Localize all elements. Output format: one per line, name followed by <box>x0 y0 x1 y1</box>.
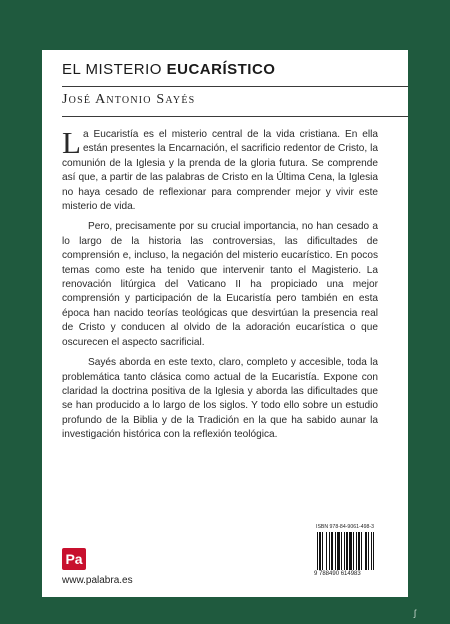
barcode-label <box>314 523 408 583</box>
isbn-text: ISBN 978-84-9061-498-3 <box>316 524 374 530</box>
divider-top <box>62 86 408 87</box>
blurb-paragraph-2: Pero, precisamente por su crucial importancia, no han cesado a lo largo de la historia las controversias, las dificultades de comprensión e, incluso, la negación del misterio eucarístico. En pocos temas como este ha tenido que intervenir tanto el Magisterio. La renovación litúrgica del Vaticano II ha propiciado una mejor comprensión y participación de la Eucaristía pero también en esta época han nacido teorías teológicas que desvirtúan la presencia real de Cristo y conducen al olvido de la adoración eucarística o que oscurecen el aspecto sacrificial. <box>62 221 378 348</box>
text-panel <box>42 50 408 597</box>
publisher-website: www.palabra.es <box>62 575 133 586</box>
blurb <box>62 125 378 449</box>
author-name: José Antonio Sayés <box>62 92 196 107</box>
corner-mark: ʃ <box>414 608 416 618</box>
drop-cap: L <box>62 125 81 160</box>
blurb-paragraph-3: Sayés aborda en este texto, claro, completo y accesible, toda la problemática tanto clásica como actual de la Eucaristía. Expone con claridad la doctrina positiva de la Iglesia y aborda las dificultades que se han producido a lo largo de los siglos. Y todo ello sobre un estudio profundo de la Biblia y de la Tradición en la que ha sabido aunar la investigación histórica con la reflexión teológica. <box>62 357 378 441</box>
barcode-number: 9 788490 614983 <box>314 571 361 577</box>
series-title <box>62 61 275 78</box>
blurb-paragraph-1-text: a Eucaristía es el misterio central de la vida cristiana. En ella están presentes la Encarnación, el sacrificio redentor de Cristo, la comunión de la Iglesia y la prenda de la gloria futura. Se comprende así que, a partir de las palabras de Cristo en la Última Cena, la Iglesia no haya cesado de reflexionar para comprender mejor y vivir este misterio de vida. <box>62 129 378 213</box>
series-title-bold: EUCARÍSTICO <box>166 61 276 78</box>
blurb-paragraph-1 <box>62 125 378 214</box>
divider-bottom <box>62 116 408 117</box>
series-title-plain: EL MISTERIO <box>62 61 167 78</box>
barcode-icon <box>316 532 402 570</box>
publisher-logo: Pa <box>62 548 86 570</box>
